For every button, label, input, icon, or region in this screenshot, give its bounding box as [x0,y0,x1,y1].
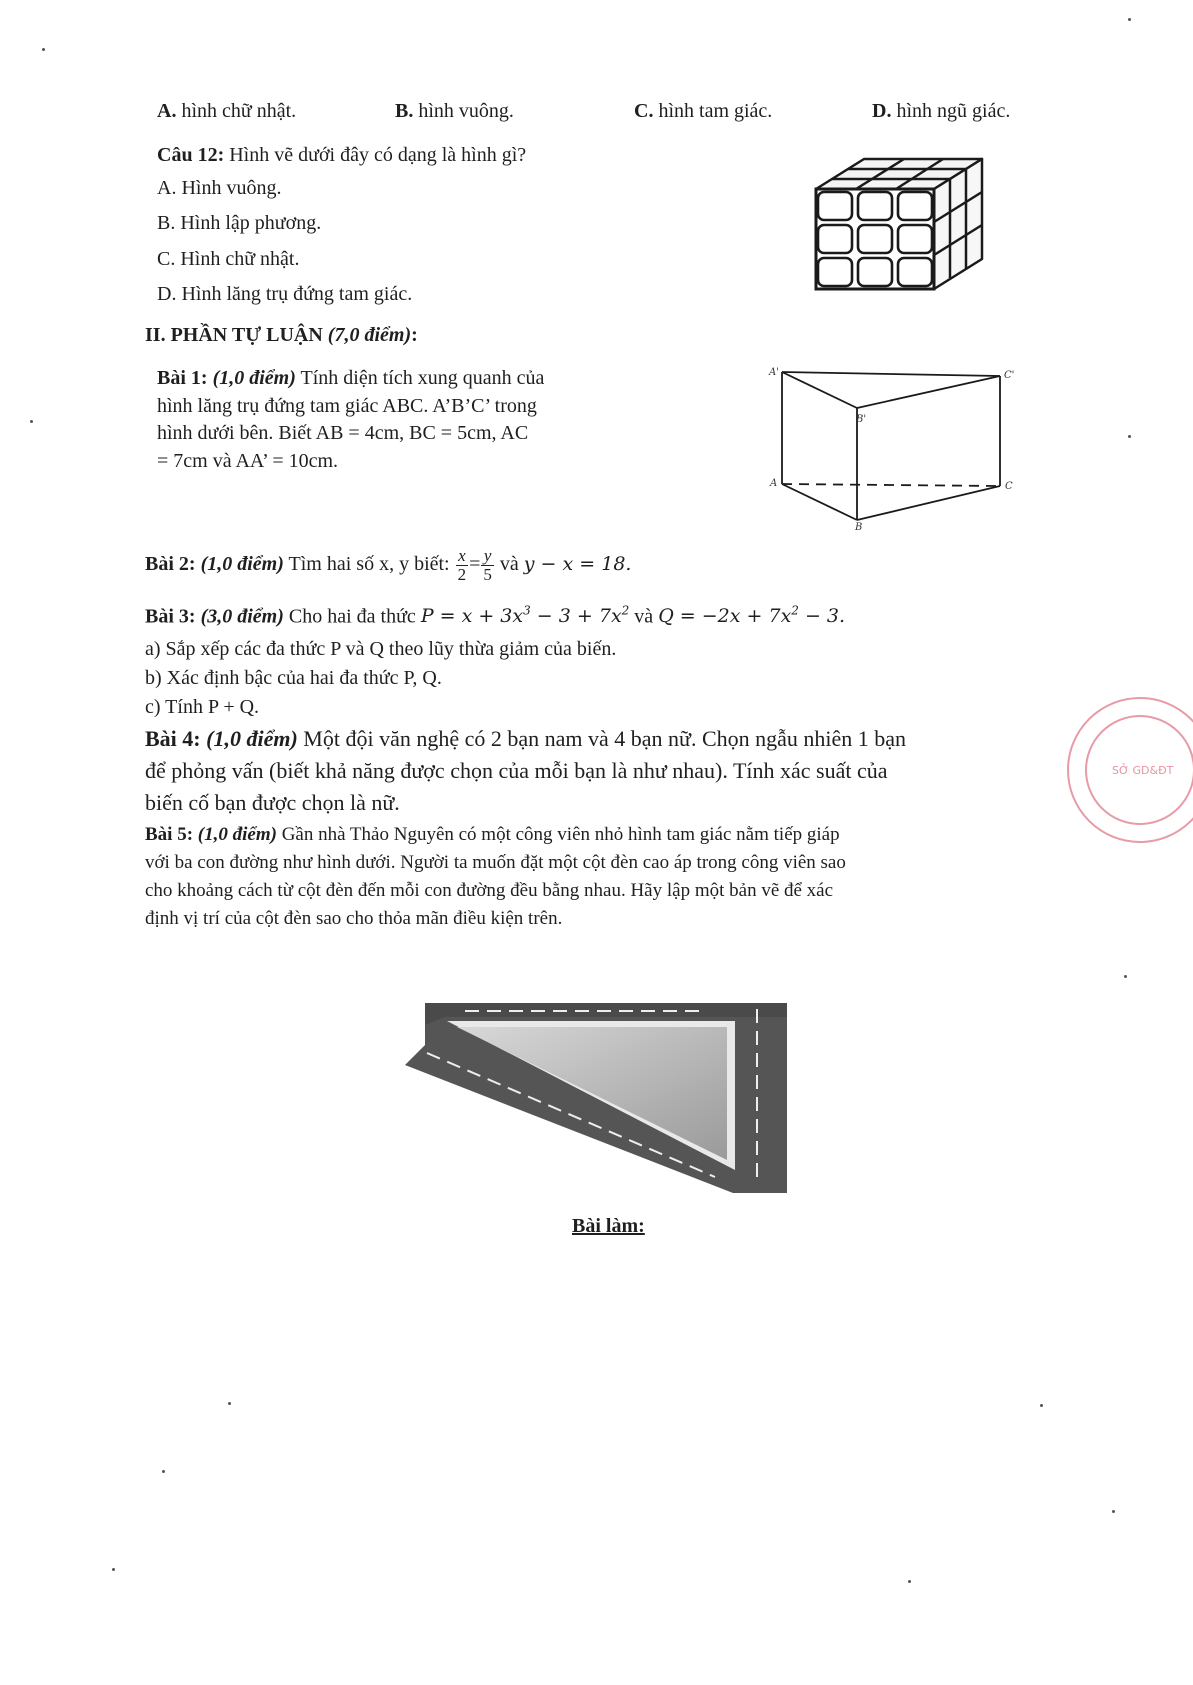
bai-lam-text: Bài làm: [572,1215,645,1237]
option-text: hình ngũ giác. [896,100,1011,122]
bai3-part-b: b) Xác định bậc của hai đa thức P, Q. [145,667,442,689]
official-stamp [1060,690,1193,860]
q12-option-b: B. Hình lập phương. [157,212,322,234]
bai3-part-a: a) Sắp xếp các đa thức P và Q theo lũy thừa giảm của biến. [145,638,617,660]
section-title-text: II. PHẦN TỰ LUẬN [145,324,323,346]
p-part: − 3 + 7x [530,605,622,628]
question-text: Hình vẽ dưới đây có dạng là hình gì? [229,144,527,166]
option-label: A. [157,100,177,122]
fraction-y-over-5 [481,547,494,584]
prism-figure [760,362,1030,532]
option-label: C. [634,100,654,122]
option-label: D. [872,100,892,122]
bai-points: (1,0 điểm) [206,726,298,751]
exponent: 3 [523,604,531,618]
bai5-line-3: cho khoảng cách từ cột đèn đến mỗi con đường đều bằng nhau. Hãy lập một bản vẽ để xác [145,880,834,902]
denominator: 2 [457,564,467,584]
bai4-line-2: để phỏng vấn (biết khả năng được chọn của mỗi bạn là như nhau). Tính xác suất của [145,757,888,783]
q12-option-c: C. Hình chữ nhật. [157,248,300,270]
bai1-line-4: = 7cm và AA’ = 10cm. [157,449,339,472]
bai-label: Bài 3: [145,605,196,628]
label-a-prime: A' [769,367,779,378]
bai-text: Gần nhà Thảo Nguyên có một công viên nhỏ hình tam giác nằm tiếp giáp [281,824,840,845]
q11-option-d [872,98,1010,126]
option-text: hình vuông. [418,100,514,122]
numerator: x [456,547,469,566]
bai4 [145,723,1105,819]
option-text: hình tam giác. [658,100,773,122]
connector: và [499,552,519,575]
fraction-x-over-2 [456,547,469,584]
label-b: B [855,522,863,532]
section-points: (7,0 điểm) [327,324,412,346]
q12-question [157,142,526,170]
bai5 [145,821,1105,933]
stamp-text: SỞ GD&ĐT [1112,764,1174,777]
bai1-line-2: hình lăng trụ đứng tam giác ABC. A’B’C’ trong [157,394,537,417]
bai-label: Bài 1: [157,367,208,389]
bai4-line-3: biến cố bạn được chọn là nữ. [145,789,400,815]
bai2 [145,547,631,584]
denominator: 5 [483,564,492,584]
label-c: C [1005,481,1013,492]
bai3 [145,603,845,631]
bai-label: Bài 5: [145,824,194,845]
option-text: hình chữ nhật. [181,100,297,122]
p-part: P = x + 3x [420,605,524,628]
q11-option-c [634,98,772,126]
numerator: y [481,547,494,566]
bai-points: (1,0 điểm) [197,824,277,845]
q12-option-a: A. Hình vuông. [157,177,282,199]
polynomial-q [658,605,845,627]
bai-points: (1,0 điểm) [200,552,284,575]
cube-figure [812,155,994,295]
equals-sign: = [469,552,481,575]
bai5-line-4: định vị trí của cột đèn sao cho thỏa mãn điều kiện trên. [145,908,563,930]
q11-option-b [395,98,514,126]
q12-option-d: D. Hình lăng trụ đứng tam giác. [157,283,413,305]
condition-equation: y − x = 18. [523,552,632,575]
bai1-line-3: hình dưới bên. Biết AB = 4cm, BC = 5cm, AC [157,422,529,445]
exponent: 2 [791,604,799,618]
bai5-line-2: với ba con đường như hình dưới. Người ta muốn đặt một cột đèn cao áp trong công viên sao [145,852,846,874]
bai3-part-c: c) Tính P + Q. [145,696,260,718]
section-title [145,322,418,350]
q-part: − 3. [798,605,846,628]
bai-lam-heading [572,1213,645,1241]
section-colon: : [411,324,418,346]
exponent: 2 [621,604,630,618]
question-label: Câu 12: [157,144,225,166]
bai-text: Tìm hai số x, y biết: [288,552,450,575]
bai-text: Cho hai đa thức [288,605,416,628]
bai-points: (1,0 điểm) [212,367,296,389]
bai-label: Bài 2: [145,552,196,575]
park-roads-figure [405,995,790,1195]
bai-points: (3,0 điểm) [200,605,284,628]
label-a: A [770,478,778,489]
bai-label: Bài 4: [145,726,201,751]
q11-option-a [157,98,296,126]
connector: và [634,605,654,628]
bai4-line-1 [145,723,1105,755]
polynomial-p [421,605,629,627]
q-part: Q = −2x + 7x [658,605,792,628]
bai5-line-1 [145,821,1105,849]
bai1 [157,365,657,475]
label-c-prime: C' [1004,370,1015,381]
bai-text: Một đội văn nghệ có 2 bạn nam và 4 bạn nữ. Chọn ngẫu nhiên 1 bạn [303,726,907,751]
bai-text: Tính diện tích xung quanh của [300,367,545,389]
label-b-prime: B' [856,414,867,425]
bai1-line-1 [157,365,657,393]
option-label: B. [395,100,414,122]
